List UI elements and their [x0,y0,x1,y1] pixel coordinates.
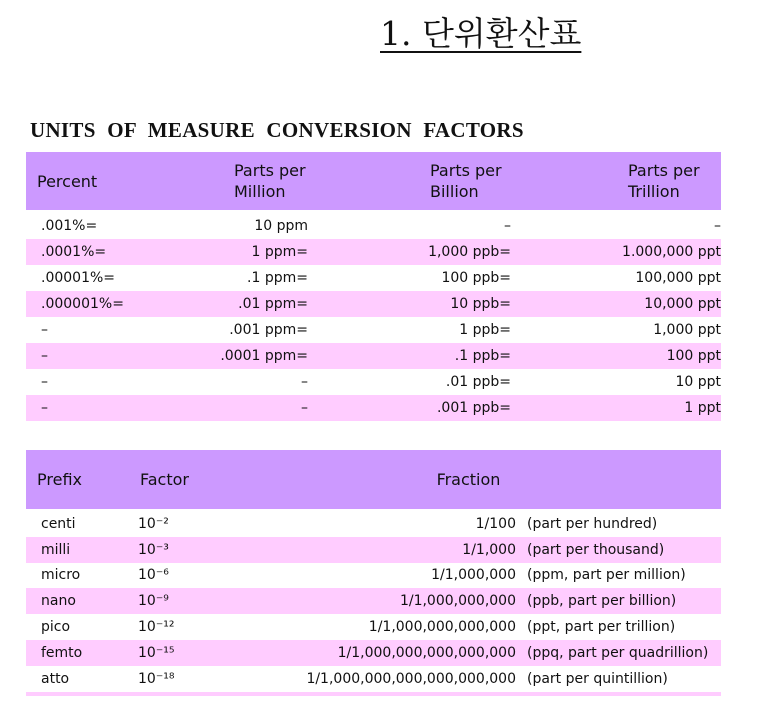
cell-factor: 10⁻¹⁵ [126,640,216,666]
cell-ppt: – [714,218,721,234]
cell-percent: .000001%= [26,291,156,317]
cell-ppb: 1 ppb= [459,322,511,338]
table-row [26,666,721,692]
header-ppt-line2: Trillion [628,182,680,201]
table-row [26,317,721,343]
cell-ppm: .0001 ppm= [156,343,308,369]
cell-fraction: 1/1,000,000,000,000 [368,619,516,636]
cell-percent: .00001%= [41,270,116,286]
cell-ppm: .1 ppm= [247,270,308,286]
cell-ppm: – [301,374,308,390]
table-row [26,395,721,421]
table-row [26,213,721,239]
cell-prefix: milli [26,537,126,563]
cell-percent: – [41,322,48,338]
cell-prefix: femto [26,640,126,666]
header-prefix: Prefix [26,450,126,509]
conversion-factors-table [26,152,721,421]
cell-note: (part per hundred) [527,515,658,532]
cell-ppb: 1,000 ppb= [308,239,511,265]
cell-ppb: 100 ppb= [441,270,511,286]
header-ppb-line1: Parts per [430,161,502,180]
header-factor: Factor [126,450,216,509]
cell-prefix: atto [41,670,70,687]
cell-note: (ppt, part per trillion) [527,619,676,636]
header-ppt-line1: Parts per [628,161,700,180]
cell-ppt: 1,000 ppt [653,322,721,338]
cell-fraction: 1/1,000,000 [431,567,516,584]
cell-ppb: .001 ppb= [308,395,511,421]
header-fraction: Fraction [216,450,721,509]
cell-prefix: nano [26,588,126,614]
header-ppm-line2: Million [234,182,286,201]
cell-prefix: centi [41,515,76,532]
cell-percent: – [41,374,48,390]
cell-ppb: – [504,218,511,234]
table-row [26,640,721,666]
cell-factor: 10⁻⁹ [126,588,216,614]
table-row [26,537,721,563]
table-row [26,588,721,614]
cell-ppt: 100 ppt [511,343,721,369]
section-title: UNITS OF MEASURE CONVERSION FACTORS [30,118,524,142]
cell-note: (part per quintillion) [527,670,668,687]
conversion-header-row [26,152,721,210]
header-percent: Percent [26,152,156,210]
cell-fraction: 1/100 [475,515,516,532]
cell-ppt: 1 ppt [511,395,721,421]
cell-ppm: – [156,395,308,421]
cell-percent: – [26,395,156,421]
cell-fraction: 1/1,000 [216,537,516,563]
header-ppt [511,152,721,210]
cell-prefix: pico [41,619,71,636]
cell-ppb: 10 ppb= [308,291,511,317]
cell-ppb: .01 ppb= [445,374,511,390]
table-row [26,563,721,589]
cell-prefix: micro [41,567,81,584]
header-ppb-line2: Billion [430,182,479,201]
table-row [26,291,721,317]
cell-ppt: 10,000 ppt [511,291,721,317]
table-row [26,511,721,537]
table-row [26,614,721,640]
cell-ppm: .01 ppm= [156,291,308,317]
cell-factor: 10⁻² [138,515,169,532]
cell-ppm: 1 ppm= [156,239,308,265]
header-ppb [308,152,511,210]
cell-note: (ppq, part per quadrillion) [516,640,721,666]
cell-note: (part per thousand) [516,537,721,563]
cell-ppb: .1 ppb= [308,343,511,369]
cell-fraction: 1/1,000,000,000 [216,588,516,614]
page-title: 1. 단위환산표 [380,14,582,53]
cell-percent: – [26,343,156,369]
cell-percent: .001%= [41,218,98,234]
cell-factor: 10⁻¹⁸ [138,670,175,687]
table-row [26,265,721,291]
header-ppm [156,152,308,210]
prefix-header-row [26,450,721,509]
cell-note: (ppm, part per million) [527,567,686,584]
cell-ppt: 100,000 ppt [635,270,721,286]
cell-fraction: 1/1,000,000,000,000,000,000 [306,670,516,687]
cell-factor: 10⁻³ [126,537,216,563]
cell-factor: 10⁻⁶ [138,567,169,584]
cell-note: (ppb, part per billion) [516,588,721,614]
table-row [26,343,721,369]
cell-percent: .0001%= [26,239,156,265]
cell-factor: 10⁻¹² [138,619,175,636]
cell-ppm: .001 ppm= [229,322,308,338]
prefix-table [26,450,721,696]
cell-ppt: 1.000,000 ppt [511,239,721,265]
cell-ppt: 10 ppt [675,374,721,390]
table-row [26,369,721,395]
table-row [26,239,721,265]
header-ppm-line1: Parts per [234,161,306,180]
cell-ppm: 10 ppm [254,218,308,234]
cell-fraction: 1/1,000,000,000,000,000 [216,640,516,666]
